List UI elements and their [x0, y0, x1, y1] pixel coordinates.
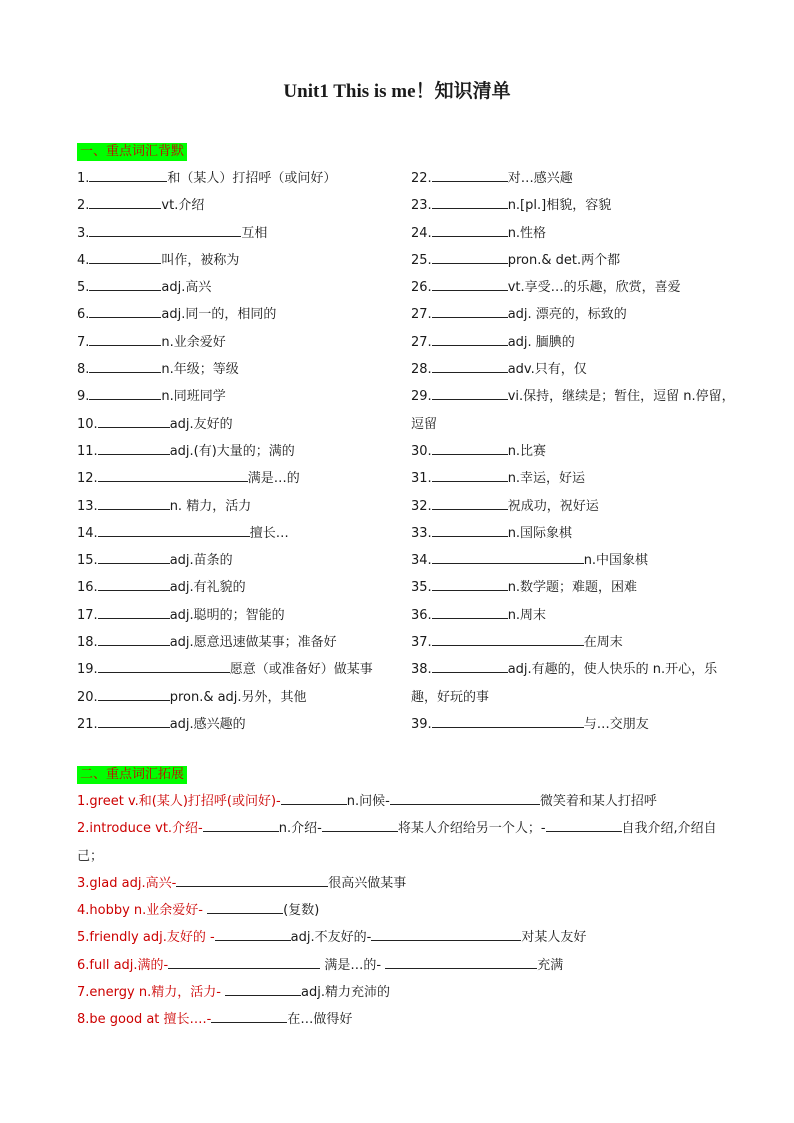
extension-text: 己；	[77, 848, 104, 864]
answer-blank[interactable]	[176, 873, 328, 887]
item-definition: 满是…的	[247, 471, 300, 487]
extension-item-continuation	[77, 843, 727, 870]
vocab-item	[411, 274, 741, 301]
vocab-item	[411, 629, 741, 656]
vocab-item	[77, 547, 397, 574]
extension-text: 微笑着和某人打招呼	[539, 794, 657, 809]
item-number: 25.	[411, 252, 432, 268]
answer-blank[interactable]	[98, 523, 250, 537]
item-number: 32.	[411, 498, 432, 514]
item-number: 20.	[77, 689, 98, 705]
item-definition: pron.& det.两个都	[507, 252, 621, 268]
vocab-item	[77, 465, 397, 492]
extension-item	[77, 952, 727, 979]
answer-blank[interactable]	[98, 605, 170, 619]
answer-blank[interactable]	[168, 955, 320, 969]
item-definition: n.年级；等级	[161, 362, 239, 378]
answer-blank[interactable]	[432, 332, 508, 346]
item-definition: 与…交朋友	[583, 716, 649, 732]
answer-blank[interactable]	[432, 441, 508, 455]
answer-blank[interactable]	[211, 1009, 287, 1023]
vocab-item	[411, 192, 741, 219]
item-definition: adj. 漂亮的，标致的	[507, 307, 627, 323]
item-number: 23.	[411, 198, 432, 214]
headword: 8.be good at 擅长….-	[77, 1012, 212, 1028]
item-number: 10.	[77, 416, 98, 432]
vocab-item	[411, 301, 741, 328]
item-number: 21.	[77, 716, 98, 732]
extension-item	[77, 979, 727, 1006]
item-definition: 愿意（或准备好）做某事	[229, 662, 373, 678]
item-definition: n. 精力，活力	[169, 498, 252, 514]
item-number: 15.	[77, 553, 98, 569]
vocab-item	[77, 411, 397, 438]
vocab-item	[411, 520, 741, 547]
item-definition: 祝成功，祝好运	[507, 498, 599, 514]
item-number: 6.	[77, 307, 90, 323]
item-definition: n.中国象棋	[583, 553, 649, 569]
answer-blank[interactable]	[432, 496, 508, 510]
vocab-item	[77, 520, 397, 547]
item-definition: adj.同一的，相同的	[161, 307, 277, 323]
item-definition: n.业余爱好	[161, 334, 226, 350]
item-number: 35.	[411, 580, 432, 596]
answer-blank[interactable]	[432, 277, 508, 291]
item-number: 36.	[411, 607, 432, 623]
vocab-item	[77, 329, 397, 356]
item-definition: adj.有趣的，使人快乐的 n.开心，乐趣，好玩的事	[411, 662, 718, 705]
extension-text: 自我介绍,介绍自	[621, 821, 717, 837]
extension-item	[77, 897, 727, 924]
headword: 4.hobby n.业余爱好-	[77, 903, 208, 919]
item-definition: adj.聪明的；智能的	[169, 607, 285, 623]
item-number: 38.	[411, 662, 432, 678]
answer-blank[interactable]	[89, 304, 161, 318]
extension-text: n.介绍-	[278, 821, 322, 837]
extension-text: 在…做得好	[287, 1012, 353, 1028]
item-definition: n.比赛	[507, 443, 547, 459]
vocab-item	[411, 329, 741, 356]
item-number: 24.	[411, 225, 432, 241]
item-number: 26.	[411, 280, 432, 296]
vocab-item	[411, 220, 741, 247]
answer-blank[interactable]	[432, 659, 508, 673]
answer-blank[interactable]	[432, 386, 508, 400]
answer-blank[interactable]	[432, 605, 508, 619]
item-number: 9.	[77, 389, 90, 405]
answer-blank[interactable]	[89, 223, 241, 237]
answer-blank[interactable]	[89, 250, 161, 264]
item-number: 3.	[77, 225, 90, 241]
extension-item	[77, 1006, 727, 1033]
vocab-item	[77, 165, 397, 192]
extension-text: adj.不友好的-	[290, 930, 372, 946]
answer-blank[interactable]	[432, 168, 508, 182]
item-number: 30.	[411, 443, 432, 459]
item-number: 39.	[411, 716, 432, 732]
extension-text: 将某人介绍给另一个人；-	[397, 821, 546, 837]
answer-blank[interactable]	[215, 927, 291, 941]
answer-blank[interactable]	[546, 818, 622, 832]
item-number: 16.	[77, 580, 98, 596]
item-number: 1.	[77, 171, 90, 186]
extension-text: 充满	[537, 957, 564, 973]
headword: 5.friendly adj.友好的 -	[77, 930, 215, 946]
extension-text: n.问候-	[346, 794, 390, 809]
answer-blank[interactable]	[98, 414, 170, 428]
vocab-item	[411, 438, 741, 465]
answer-blank[interactable]	[432, 577, 508, 591]
item-definition: n.性格	[507, 225, 547, 241]
item-number: 5.	[77, 280, 90, 296]
answer-blank[interactable]	[207, 900, 283, 914]
extension-text: 很高兴做某事	[328, 875, 407, 891]
item-definition: n.周末	[507, 607, 547, 623]
item-definition: adj.友好的	[169, 416, 233, 432]
item-number: 22.	[411, 171, 432, 186]
answer-blank[interactable]	[89, 195, 161, 209]
page-title: Unit1 This is me！知识清单	[283, 81, 511, 102]
item-number: 12.	[77, 471, 98, 487]
answer-blank[interactable]	[432, 714, 584, 728]
answer-blank[interactable]	[432, 550, 584, 564]
answer-blank[interactable]	[98, 550, 170, 564]
item-definition: n.数学题；难题，困难	[507, 580, 638, 596]
vocab-item	[411, 356, 741, 383]
item-definition: 在周末	[583, 635, 623, 651]
vocab-item	[77, 301, 397, 328]
item-number: 27.	[411, 334, 432, 350]
headword: 7.energy n.精力，活力-	[77, 985, 226, 1001]
item-number: 28.	[411, 362, 432, 378]
answer-blank[interactable]	[98, 687, 170, 701]
extension-text: 对某人友好	[521, 930, 587, 946]
item-definition: adv.只有，仅	[507, 362, 587, 378]
answer-blank[interactable]	[89, 359, 161, 373]
item-definition: 擅长…	[249, 525, 289, 541]
section-heading-vocab-recall: 一、重点词汇背默	[77, 143, 187, 161]
item-definition: adj.感兴趣的	[169, 716, 246, 732]
vocab-list-left	[77, 165, 397, 738]
answer-blank[interactable]	[98, 441, 170, 455]
item-number: 4.	[77, 252, 90, 268]
vocab-extension-list	[77, 788, 727, 1034]
vocab-item	[411, 656, 741, 711]
vocab-item	[411, 547, 741, 574]
vocab-item	[77, 684, 397, 711]
answer-blank[interactable]	[89, 332, 161, 346]
answer-blank[interactable]	[89, 277, 161, 291]
item-number: 7.	[77, 334, 90, 350]
vocab-item	[411, 465, 741, 492]
item-number: 31.	[411, 471, 432, 487]
item-definition: n.[pl.]相貌，容貌	[507, 198, 612, 214]
answer-blank[interactable]	[281, 791, 347, 805]
answer-blank[interactable]	[432, 195, 508, 209]
item-definition: pron.& adj.另外，其他	[169, 689, 307, 705]
vocab-item	[411, 165, 741, 192]
item-number: 19.	[77, 662, 98, 678]
vocab-list-right	[411, 165, 741, 738]
vocab-item	[77, 574, 397, 601]
headword: 2.introduce vt.介绍-	[77, 821, 203, 837]
answer-blank[interactable]	[98, 659, 230, 673]
headword: 3.glad adj.高兴-	[77, 875, 177, 891]
answer-blank[interactable]	[432, 223, 508, 237]
extension-item	[77, 924, 727, 951]
answer-blank[interactable]	[371, 927, 521, 941]
answer-blank[interactable]	[322, 818, 398, 832]
vocab-item	[411, 383, 741, 438]
extension-text: (复数)	[283, 903, 320, 919]
vocab-item	[411, 493, 741, 520]
answer-blank[interactable]	[432, 304, 508, 318]
answer-blank[interactable]	[432, 523, 508, 537]
item-number: 17.	[77, 607, 98, 623]
item-number: 8.	[77, 362, 90, 378]
item-number: 27.	[411, 307, 432, 323]
vocab-item	[77, 356, 397, 383]
vocab-item	[77, 711, 397, 738]
item-number: 34.	[411, 553, 432, 569]
section-heading-vocab-extension: 二、重点词汇拓展	[77, 766, 187, 784]
extension-item	[77, 815, 727, 842]
vocab-item	[411, 247, 741, 274]
item-number: 11.	[77, 443, 98, 459]
vocab-item	[77, 220, 397, 247]
item-definition: vt.享受…的乐趣，欣赏，喜爱	[507, 280, 681, 296]
answer-blank[interactable]	[98, 496, 170, 510]
item-number: 2.	[77, 198, 90, 214]
answer-blank[interactable]	[225, 982, 301, 996]
extension-text: 满是…的-	[320, 957, 386, 973]
vocab-item	[77, 438, 397, 465]
item-definition: adj.愿意迅速做某事；准备好	[169, 635, 337, 651]
item-definition: vi.保持，继续是；暂住，逗留 n.停留，逗留	[411, 389, 735, 432]
vocab-item	[77, 602, 397, 629]
answer-blank[interactable]	[89, 386, 161, 400]
item-number: 13.	[77, 498, 98, 514]
answer-blank[interactable]	[98, 714, 170, 728]
answer-blank[interactable]	[98, 577, 170, 591]
answer-blank[interactable]	[390, 791, 540, 805]
answer-blank[interactable]	[432, 250, 508, 264]
item-definition: 对…感兴趣	[507, 171, 573, 186]
item-definition: adj.苗条的	[169, 553, 233, 569]
item-definition: adj.高兴	[161, 280, 212, 296]
vocab-item	[77, 274, 397, 301]
item-definition: adj.有礼貌的	[169, 580, 246, 596]
answer-blank[interactable]	[203, 818, 279, 832]
item-definition: 叫作，被称为	[161, 252, 240, 268]
headword: 6.full adj.满的-	[77, 957, 169, 973]
item-definition: n.幸运，好运	[507, 471, 586, 487]
item-definition: 和（某人）打招呼（或问好）	[167, 171, 337, 186]
item-number: 37.	[411, 635, 432, 651]
item-number: 14.	[77, 525, 98, 541]
vocab-item	[411, 711, 741, 738]
extension-item	[77, 870, 727, 897]
item-number: 18.	[77, 635, 98, 651]
vocab-item	[77, 192, 397, 219]
answer-blank[interactable]	[432, 632, 584, 646]
answer-blank[interactable]	[89, 168, 167, 182]
item-definition: adj.(有)大量的；满的	[169, 443, 295, 459]
answer-blank[interactable]	[98, 468, 248, 482]
item-definition: 互相	[241, 225, 268, 241]
answer-blank[interactable]	[432, 468, 508, 482]
item-number: 33.	[411, 525, 432, 541]
vocab-item	[411, 574, 741, 601]
item-definition: adj. 腼腆的	[507, 334, 575, 350]
item-number: 29.	[411, 389, 432, 405]
extension-item	[77, 788, 727, 815]
item-definition: n.国际象棋	[507, 525, 573, 541]
vocab-item	[77, 629, 397, 656]
vocab-item	[77, 656, 397, 683]
answer-blank[interactable]	[432, 359, 508, 373]
vocab-item	[77, 493, 397, 520]
extension-text: adj.精力充沛的	[301, 985, 390, 1001]
vocab-item	[77, 247, 397, 274]
item-definition: n.同班同学	[161, 389, 226, 405]
item-definition: vt.介绍	[161, 198, 205, 214]
vocab-item	[77, 383, 397, 410]
answer-blank[interactable]	[385, 955, 537, 969]
answer-blank[interactable]	[98, 632, 170, 646]
vocab-item	[411, 602, 741, 629]
headword: 1.greet v.和(某人)打招呼(或问好)-	[77, 794, 281, 809]
